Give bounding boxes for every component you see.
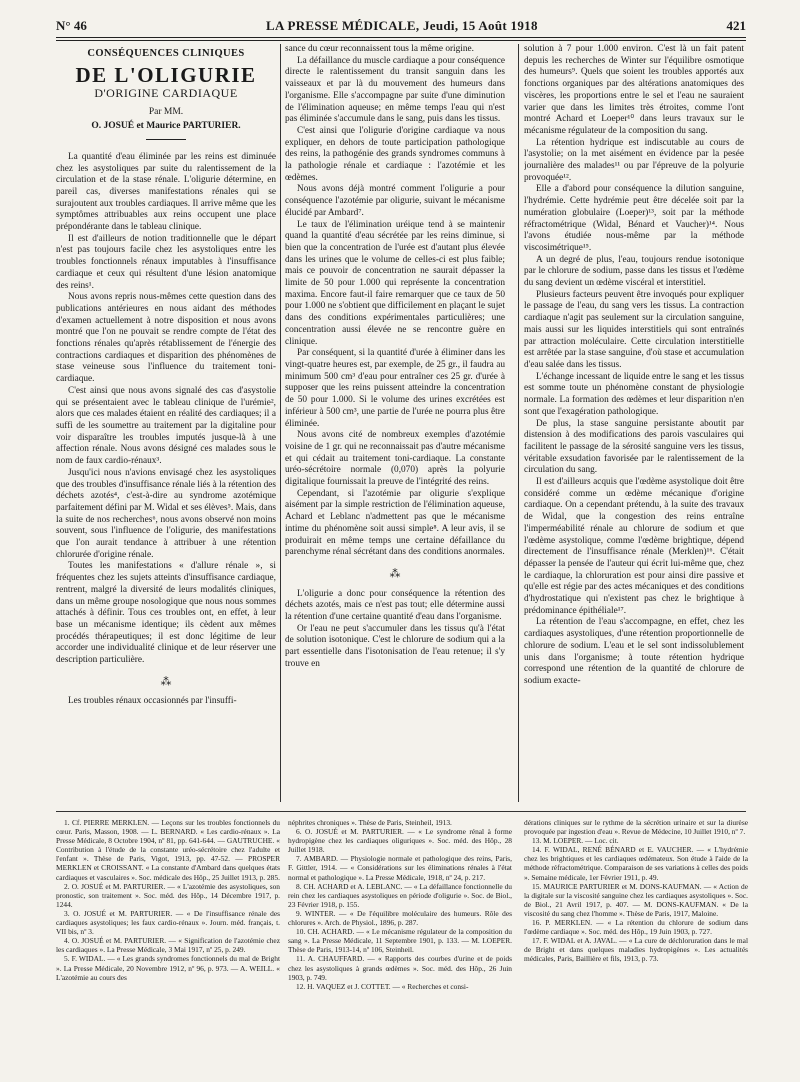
paragraph: Or l'eau ne peut s'accumuler dans les tissus qu'à l'état de solution isotonique. C'est le chlorure de sodium qui a la part essentielle dans l'isotonisation de l'eau retenue; il s'y trouve en xyxy=(285,623,505,669)
section-separator-stars: ⁂ xyxy=(389,567,401,580)
footnote: 12. H. VAQUEZ et J. COTTET. — « Recherches et consi- xyxy=(296,981,469,991)
footnotes-column-2 xyxy=(288,818,512,1068)
footnote: 7. AMBARD. — Physiologie normale et pathologique des reins, Paris, F. Gittler, 1914. — « Considérations sur les éliminations rénales à l'état normal et pathologique ». La Presse Médicale, 1918, nº 24, p. 217. xyxy=(288,854,512,882)
footnotes-rule xyxy=(56,811,746,812)
footnote: 9. WINTER. — « De l'équilibre moléculaire des humeurs. Rôle des chlorures ». Arch. de Physiol., 1896, p. 287. xyxy=(288,908,512,928)
footnote: 17. F. WIDAL et A. JAVAL. — « La cure de déchloruration dans le mal de Bright et dans quelques maladies hydropigènes ». Les actualités médicales, Paris, Baillière et fils, 1913, p. 73. xyxy=(524,936,748,964)
column-divider xyxy=(518,44,519,802)
paragraph: A un degré de plus, l'eau, toujours rendue isotonique par le chlorure de sodium, passe dans les tissus et l'œdème du sang devient un œdème viscéral et interstitiel. xyxy=(524,254,744,289)
footnote: néphrites chroniques ». Thèse de Paris, Steinheil, 1913. xyxy=(288,818,452,827)
paragraph: Toutes les manifestations « d'allure rénale », si fréquentes chez les sujets atteints d'insuffisance cardiaque, rentrent, malgré la diversité de leurs modalités cliniques, dans un même groupe nosologique que nous nous sommes attachés à définir. Tous ces troubles ont, en effet, à leur base un mécanisme identique; ils cèdent aux mêmes procédés thérapeutiques; il est donc légitime de leur accorder une individualité clinique et de leur réserver une description particulière. xyxy=(56,561,276,666)
title-rule xyxy=(146,139,186,140)
paragraph: C'est ainsi que nous avons signalé des cas d'asystolie qui se présentaient avec le tableau clinique de l'urémie², alors que ces malades étaient en réalité des cardiaques; il a suffi de les soumettre au traitement par la digitaline pour voir disparaître les troubles imputés jusque-là à une affection rénale. Nous avons désigné ces malades sous le nom de faux cardio-rénaux³. xyxy=(56,385,276,467)
paragraph: solution à 7 pour 1.000 environ. C'est là un fait patent depuis les recherches de Winter sur l'équilibre osmotique des humeurs⁹. Quels que soient les troubles apportés aux fonctions organiques par des altérations anatomiques des viscères, les proportions entre le sel et l'eau ne sauraient varier que dans les limites très étroites, comme l'ont montré Achard et Loeper¹⁰ dans leurs travaux sur le mécanisme régulateur de la composition du sang. xyxy=(524,44,744,136)
paragraph: L'oligurie a donc pour conséquence la rétention des déchets azotés, mais ce n'est pas tout; elle détermine aussi la rétention d'une certaine quantité d'eau dans l'organisme. xyxy=(285,588,505,623)
article-column-1 xyxy=(56,44,276,802)
paragraph: Nous avons cité de nombreux exemples d'azotémie voisine de 1 gr. qui ne reconnaissait pas d'autre mécanisme et qui cédait au traitement toni-cardiaque. La constante uréo-sécrétoire normale (0,070) après la polyurie digitalique fournissait la preuve de l'intégrité des reins. xyxy=(285,430,505,488)
paragraph: Plusieurs facteurs peuvent être invoqués pour expliquer le passage de l'eau, du sang vers les tissus. La contraction cardiaque n'agit pas seulement sur la circulation sanguine, mais aussi sur les liquides interstitiels qui sont entraînés par attraction moléculaire. Cette circulation interstitielle est arrêtée par la stase sanguine, d'où stase et accumulation d'eau salée dans les tissus. xyxy=(524,289,744,370)
header-rule-thin xyxy=(56,40,746,41)
article-authors: O. JOSUÉ et Maurice PARTURIER. xyxy=(91,121,241,132)
paragraph: La défaillance du muscle cardiaque a pour conséquence directe le ralentissement du transit sanguin dans les vaisseaux et par là du mouvement des humeurs dans l'organisme. Elle s'accompagne par suite d'une diminution de l'élimination aqueuse; en même temps l'eau qui n'est pas éliminée s'accumule dans le sang, puis dans les tissus. xyxy=(285,55,505,125)
paragraph: La rétention hydrique est indiscutable au cours de l'asystolie; on la met aisément en évidence par la pesée journalière des malades¹¹ ou par l'épreuve de la polyurie provoquée¹². xyxy=(524,137,744,183)
paragraph: Cependant, si l'azotémie par oligurie s'explique aisément par la simple restriction de l'élimination aqueuse, Achard et Leblanc n'admettent pas que le mécanisme intime du phénomène soit aussi simple⁸. A leur avis, il se produirait en même temps une certaine défaillance du parenchyme rénal sécrétant dans des conditions anormales. xyxy=(285,488,505,558)
byline-prefix: Par MM. xyxy=(148,107,184,118)
page-number: 421 xyxy=(726,18,746,33)
footnote: 5. F. WIDAL. — « Les grands syndromes fonctionnels du mal de Bright ». La Presse Médicale, 20 Novembre 1912, nº 96, p. 973. — A. WEILL. « L'azotémie au cours des xyxy=(56,954,280,982)
footnote: 4. O. JOSUÉ et M. PARTURIER. — « Signification de l'azotémie chez les cardiaques ». La Presse Médicale, 3 Mai 1917, nº 25, p. 249. xyxy=(56,936,280,955)
footnote: dérations cliniques sur le rythme de la sécrétion urinaire et sur la diurèse provoquée par ingestion d'eau ». Revue de Médecine, 10 Juillet 1910, nº 7. xyxy=(524,818,748,837)
paragraph: De plus, la stase sanguine persistante aboutit par distension à des modifications des parois vasculaires qui facilitent le passage de la sérosité sanguine vers les tissus, véritable exsudation favorisée par le ralentissement de la circulation du sang. xyxy=(524,418,744,476)
paragraph: La rétention de l'eau s'accompagne, en effet, chez les cardiaques asystoliques, d'une rétention proportionnelle de chlorure de sodium. L'eau et le sel sont indissolublement unis dans l'organisme; à toute rétention hydrique correspond une rétention de la quantité de chlorure de sodium exacte- xyxy=(524,617,744,686)
footnote: 1. Cf. PIERRE MERKLEN. — Leçons sur les troubles fonctionnels du cœur. Paris, Masson, 1908. — L. BERNARD. « Les cardio-rénaux ». La Presse Médicale, 8 Octobre 1904, nº 81, pp. 641-644. — GAUTRUCHE. « Contribution à l'étude de la constante uréo-sécrétoire chez l'adulte et l'enfant ». Thèse de Paris, Vigot, 1913, pp. 47-52. — PROSPER MERKLEN et CROISSANT. « La constante d'Ambard dans quelques états cardiaques et vasculaires ». Soc. médicale des Hôp., 25 Juillet 1913, p. 285. xyxy=(56,818,280,882)
footnote: 15. MAURICE PARTURIER et M. DONS-KAUFMAN. — « Action de la digitale sur la viscosité sanguine chez les cardiaques asystoliques ». Soc. de Biol., 21 Avril 1917, p. 407. — M. DONS-KAUFMAN. « De la viscosité du sang chez l'homme ». Thèse de Paris, 1917, Maloine. xyxy=(524,881,748,918)
footnote: 11. A. CHAUFFARD. — « Rapports des courbes d'urine et de poids chez les asystoliques à grands œdèmes ». Soc. méd. des Hôp., 26 Juin 1903, p. 749. xyxy=(288,954,512,982)
paragraph: Nous avons déjà montré comment l'oligurie a pour conséquence l'azotémie par oligurie, suivant le mécanisme élucidé par Ambard⁷. xyxy=(285,184,505,218)
footnotes-column-1 xyxy=(56,818,280,1068)
paragraph: Le taux de l'élimination uréique tend à se maintenir quand la quantité d'eau sécrétée par les reins diminue, si bien que la concentration de l'urée est d'autant plus élevée dans les urines que le volume de celles-ci est plus faible; mais ce pouvoir de concentration ne saurait dépasser la limite de 50 pour 1.000 qui représente la concentration maxima. Encore faut-il faire remarquer que ce taux de 50 pour 1.000 ne s'obtient que difficilement en plaçant le sujet dans des conditions expérimentales particulières; une concentration aussi élevée ne se rencontre guère en clinique. xyxy=(285,219,505,347)
footnotes-column-3 xyxy=(524,818,748,1068)
paragraph: sance du cœur reconnaissent tous la même origine. xyxy=(285,44,474,54)
article-title-block xyxy=(56,48,276,140)
article-column-2 xyxy=(285,44,505,802)
paragraph: Jusqu'ici nous n'avions envisagé chez les asystoliques que des troubles d'insuffisance rénale liés à la rétention des déchets azotés⁴, c'est-à-dire au syndrome azotémique parfaitement défini par M. Widal et ses élèves⁵. Mais, dans la suite de nos recherches⁶, nous avons observé non moins souvent, sous l'influence de l'oligurie, des manifestations que l'on aurait tendance à attribuer à une rétention chlorurée d'origine rénale. xyxy=(56,467,276,560)
footnote: 3. O. JOSUÉ et M. PARTURIER. — « De l'insuffisance rénale des cardiaques asystoliques; les faux cardio-rénaux ». Journ. méd. français, t. VII bis, nº 3. xyxy=(56,908,280,937)
journal-masthead: LA PRESSE MÉDICALE, Jeudi, 15 Août 1918 xyxy=(266,18,538,33)
paragraph: Elle a d'abord pour conséquence la dilution sanguine, l'hydrémie. Cette hydrémie peut être décelée soit par la numération globulaire (Loeper)¹³, soit par la méthode réfractométrique (Widal, Bénard et Vaucher)¹⁴. Nous l'avons étudiée nous-même par la méthode viscosimétrique¹⁵. xyxy=(524,184,744,253)
section-separator-stars: ⁂ xyxy=(160,675,172,688)
paragraph: L'échange incessant de liquide entre le sang et les tissus est somme toute un phénomène constant de physiologie normale. La formation des œdèmes et leur disparition n'en sont que l'exagération pathologique. xyxy=(524,371,744,417)
article-subtitle: D'ORIGINE CARDIAQUE xyxy=(94,85,238,100)
column-divider xyxy=(280,44,281,802)
footnote: 6. O. JOSUÉ et M. PARTURIER. — « Le syndrome rénal à forme hydropigène chez les cardiaques oliguriques ». Soc. méd. des Hôp., 28 Juillet 1918. xyxy=(288,827,512,855)
footnote: 13. M. LOEPER. — Loc. cit. xyxy=(532,836,619,846)
running-header xyxy=(56,18,746,36)
footnote: 14. F. WIDAL, RENÉ BÉNARD et E. VAUCHER. — « L'hydrémie chez les brightiques et les cardiaques œdémateux. Son étude à l'aide de la méthode réfractométrique. Comparaison de ses variations à celles des poids ». Semaine médicale, 1er Février 1911, p. 49. xyxy=(524,845,748,882)
paragraph: Les troubles rénaux occasionnés par l'insuffi- xyxy=(68,696,237,707)
paragraph: Il est d'ailleurs de notion traditionnelle que le départ n'est pas toujours facile chez les asystoliques entre les troubles fonctionnels rénaux imputables à l'insuffisance cardiaque et ceux qui résultent d'une lésion anatomique des reins¹. xyxy=(56,233,276,291)
section-heading: CONSÉQUENCES CLINIQUES xyxy=(87,48,245,59)
paragraph: C'est ainsi que l'oligurie d'origine cardiaque va nous expliquer, en dehors de toute participation pathologique des reins, la pathogénie des grands syndromes communs à la pathologie rénale et cardiaque : l'azotémie et les œdèmes. xyxy=(285,125,505,183)
paragraph: La quantité d'eau éliminée par les reins est diminuée chez les asystoliques par suite du ralentissement de la circulation et de la stase rénale. L'oligurie détermine, en pareil cas, diverses manifestations rénales qui se surajoutent aux troubles cardiaques. Il arrive même que les symptômes attribuables aux reins occupent une place prépondérante dans le tableau clinique. xyxy=(56,151,276,233)
article-column-3 xyxy=(524,44,744,802)
footnote: 16. P. MERKLEN. — « La rétention du chlorure de sodium dans l'œdème cardiaque ». Soc. méd. des Hôp., 19 Juin 1903, p. 727. xyxy=(524,918,748,937)
footnote: 8. CH. ACHARD et A. LEBLANC. — « La défaillance fonctionnelle du rein chez les cardiaques asystoliques en période d'oligurie ». Soc. de Biol., 23 Février 1918, p. 155. xyxy=(288,881,512,909)
paragraph: Nous avons repris nous-mêmes cette question dans des publications antérieures en nous aidant des méthodes d'examen actuellement à notre disposition et nous avons montré que l'on ne pouvait se rendre compte de l'état des fonctions rénales qu'après rétablissement de l'énergie des contractions cardiaques et disparition des phénomènes de stase veineuse sous l'influence du traitement toni-cardiaque. xyxy=(56,292,276,385)
article-title: DE L'OLIGURIE xyxy=(75,62,257,87)
header-rule xyxy=(56,37,746,38)
paragraph: Par conséquent, si la quantité d'urée à éliminer dans les vingt-quatre heures est, par exemple, de 25 gr., il faudra au minimum 500 cm³ d'eau pour entraîner ces 25 gr. d'urée à supposer que les reins puissent atteindre la concentration de 50 pour 1.000. Si le volume des urines excrétées est inférieur à 500 cm³, une partie de l'urée ne pourra plus être éliminée. xyxy=(285,348,505,429)
paragraph: Il est d'ailleurs acquis que l'œdème asystolique doit être considéré comme un œdème mécanique d'origine cardiaque. On a cependant prétendu, à la suite des travaux de Widal, que la congestion des reins entraîne l'imperméabilité rénale au chlorure de sodium et que l'œdème asystolique, comme l'œdème brightique, dépend directement de l'insuffisance rénale (Merklen)¹⁶. C'était dépasser la pensée de l'auteur qui écrit lui-même que, chez le cardiaque, la chloruration est pour ainsi dire passive et qu'elle est régie par des actes mécaniques et des conditions d'hydrostatique qui n'existent pas chez le brightique à prédominance épithéliale¹⁷. xyxy=(524,477,744,616)
footnote: 10. CH. ACHARD. — « Le mécanisme régulateur de la composition du sang ». La Presse Médicale, 11 Septembre 1901, p. 133. — M. LOEPER. Thèse de Paris, 1913-14, nº 106, Steinheil. xyxy=(288,927,512,955)
issue-number: N° 46 xyxy=(56,18,87,33)
footnote: 2. O. JOSUÉ et M. PARTURIER. — « L'azotémie des asystoliques, son pronostic, son traitement ». Soc. méd. des Hôp., 14 Décembre 1917, p. 1244. xyxy=(56,881,280,909)
